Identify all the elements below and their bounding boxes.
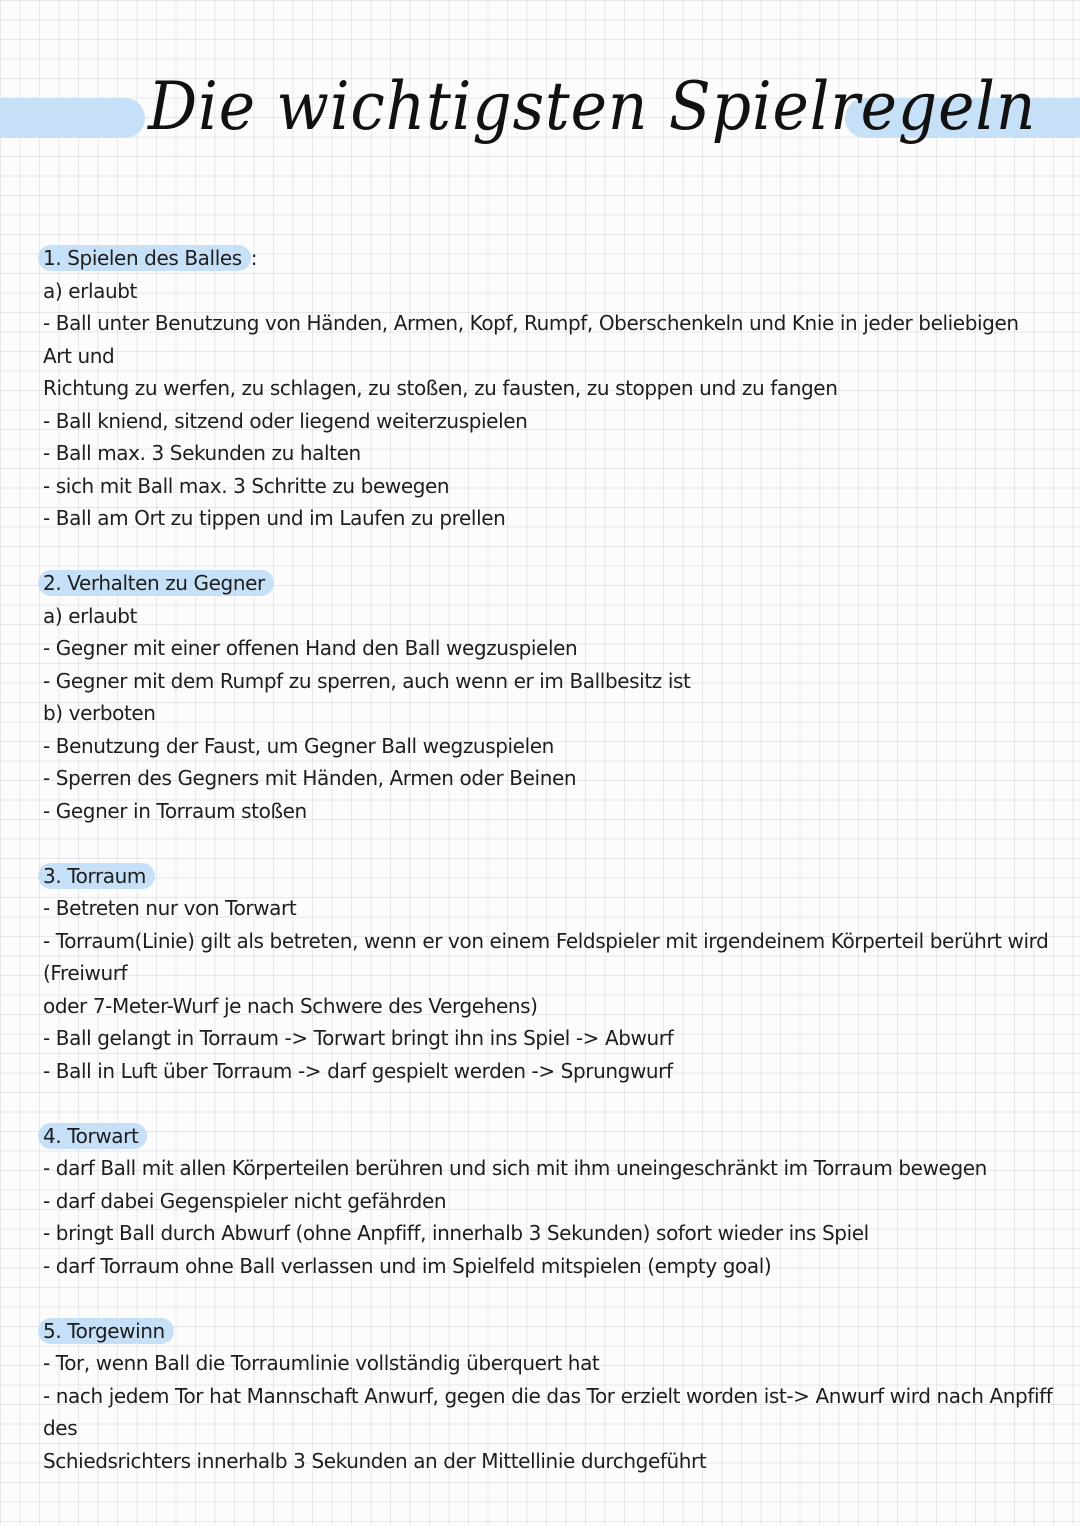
- rule-line: - Ball am Ort zu tippen und im Laufen zu prellen: [43, 506, 506, 530]
- rules-content: [43, 242, 1053, 1510]
- section-heading: [43, 1120, 1053, 1153]
- rule-line: - Ball max. 3 Sekunden zu halten: [43, 441, 361, 465]
- rule-line: - darf Torraum ohne Ball verlassen und im Spielfeld mitspielen (empty goal): [43, 1253, 772, 1278]
- heading-highlight: 5. Torgewinn: [38, 1318, 174, 1344]
- rule-line: - Gegner mit dem Rumpf zu sperren, auch wenn er im Ballbesitz ist: [43, 668, 691, 693]
- rule-line: - Ball in Luft über Torraum -> darf gespielt werden -> Sprungwurf: [43, 1058, 673, 1083]
- rule-line: - Gegner in Torraum stoßen: [43, 798, 307, 823]
- rule-line: - Tor, wenn Ball die Torraumlinie vollständig überquert hat: [43, 1351, 600, 1375]
- title-highlight-left: [0, 98, 145, 138]
- rule-line: - Ball gelangt in Torraum -> Torwart bringt ihn ins Spiel -> Abwurf: [43, 1026, 674, 1050]
- section-verhalten-zu-gegner: [43, 567, 1053, 827]
- rule-line: - Ball kniend, sitzend oder liegend weiterzuspielen: [43, 408, 528, 433]
- rule-line: a) erlaubt: [43, 278, 137, 303]
- heading-highlight: 2. Verhalten zu Gegner: [38, 570, 274, 596]
- heading-suffix: :: [250, 246, 258, 270]
- rule-line: a) erlaubt: [43, 603, 137, 628]
- rule-line: - Betreten nur von Torwart: [43, 896, 297, 920]
- rule-line: - darf Ball mit allen Körperteilen berühren und sich mit ihm uneingeschränkt im Torraum bewegen: [43, 1156, 987, 1180]
- section-heading: [43, 860, 1053, 893]
- section-heading: [43, 567, 1053, 600]
- rule-line: - Benutzung der Faust, um Gegner Ball wegzuspielen: [43, 733, 554, 758]
- section-torraum: [43, 860, 1053, 1088]
- page-title: Die wichtigsten Spielregeln: [148, 68, 1037, 145]
- rule-line: oder 7-Meter-Wurf je nach Schwere des Vergehens): [43, 993, 538, 1018]
- section-torgewinn: [43, 1315, 1053, 1478]
- section-heading: [43, 242, 1053, 275]
- rule-line: - bringt Ball durch Abwurf (ohne Anpfiff, innerhalb 3 Sekunden) sofort wieder ins Spiel: [43, 1221, 869, 1245]
- rule-line: - sich mit Ball max. 3 Schritte zu bewegen: [43, 473, 450, 498]
- rule-line: - Torraum(Linie) gilt als betreten, wenn er von einem Feldspieler mit irgendeinem Körperteil berührt wird (Freiwurf: [43, 928, 1049, 985]
- section-spielen-des-balles: [43, 242, 1053, 535]
- rule-line: Schiedsrichters innerhalb 3 Sekunden an der Mittellinie durchgeführt: [43, 1448, 707, 1473]
- rule-line: - Gegner mit einer offenen Hand den Ball wegzuspielen: [43, 636, 578, 660]
- rule-line: - nach jedem Tor hat Mannschaft Anwurf, gegen die das Tor erzielt worden ist-> Anwurf wird nach Anpfiff des: [43, 1383, 1053, 1440]
- rule-line: - Ball unter Benutzung von Händen, Armen, Kopf, Rumpf, Oberschenkeln und Knie in jeder beliebigen Art und: [43, 311, 1019, 368]
- heading-highlight: 3. Torraum: [38, 863, 155, 889]
- heading-highlight: 1. Spielen des Balles: [38, 245, 251, 271]
- rule-line: - darf dabei Gegenspieler nicht gefährden: [43, 1188, 447, 1213]
- rule-line: - Sperren des Gegners mit Händen, Armen oder Beinen: [43, 766, 577, 790]
- rule-line: Richtung zu werfen, zu schlagen, zu stoßen, zu fausten, zu stoppen und zu fangen: [43, 376, 838, 400]
- section-heading: [43, 1315, 1053, 1348]
- section-torwart: [43, 1120, 1053, 1283]
- heading-highlight: 4. Torwart: [38, 1123, 147, 1149]
- rule-line: b) verboten: [43, 701, 156, 725]
